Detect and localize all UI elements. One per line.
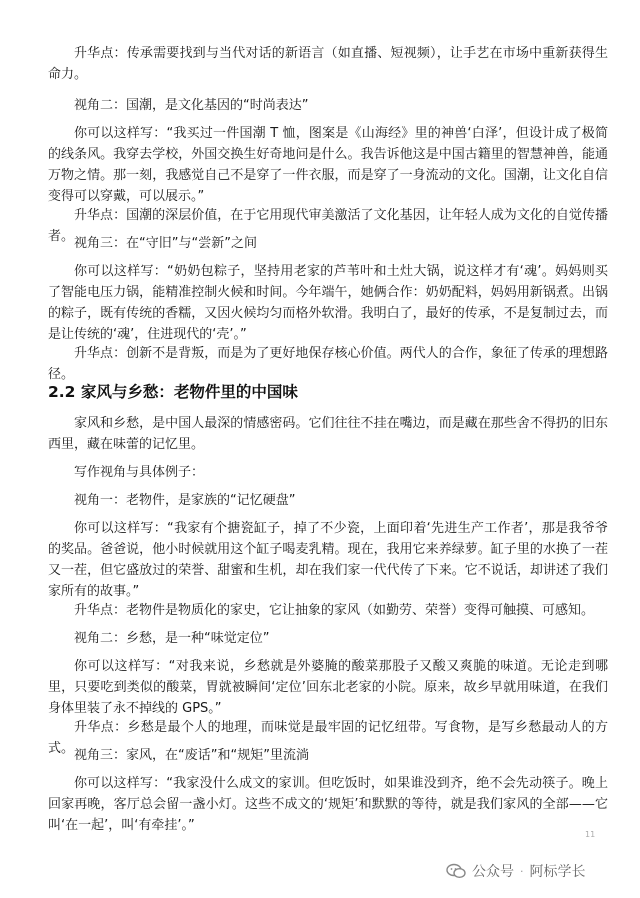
paragraph-sublimation-4: 升华点：老物件是物质化的家史，它让抽象的家风（如勤劳、荣誉）变得可触摸、可感知。 bbox=[74, 603, 595, 618]
paragraph-sublimation-5: 升华点：乡愁是最个人的地理，而味觉是最牢固的记忆纽带。写食物，是写乡愁最动人的方式。 bbox=[48, 720, 608, 756]
paragraph-perspective-3b: 视角三：家风，在“废话”和“规矩”里流淌 bbox=[74, 748, 309, 763]
paragraph-example-zongzi: 你可以这样写：“奶奶包粽子，坚持用老家的芦苇叶和土灶大锅，说这样才有‘魂’。妈妈则买了智能电压力锅，能精准控制火候和时间。今年端午，她俩合作：奶奶配料，妈妈用新锅煮。出锅的粽子，既有传统的香糯，又因火候均匀而格外软滑。我明白了，最好的传承，不是复制过去，而是让传统的‘魂’，住进现代的‘壳’。” bbox=[48, 264, 608, 342]
page-number: 11 bbox=[585, 830, 596, 839]
paragraph-perspective-1b: 视角一：老物件，是家族的“记忆硬盘” bbox=[74, 493, 296, 508]
paragraph-perspective-2: 视角二：国潮，是文化基因的“时尚表达” bbox=[74, 98, 309, 113]
wechat-icon bbox=[446, 863, 466, 879]
wechat-footer bbox=[446, 860, 586, 882]
paragraph-perspective-3: 视角三：在“守旧”与“尝新”之间 bbox=[74, 236, 257, 251]
footer-brand: 公众号 bbox=[472, 864, 514, 880]
paragraph-perspective-2b: 视角二：乡愁，是一种“味觉定位” bbox=[74, 631, 270, 646]
paragraph-sublimation-3: 升华点：创新不是背叛，而是为了更好地保存核心价值。两代人的合作，象征了传承的理想路径。 bbox=[48, 346, 608, 382]
paragraph-example-pickles: 你可以这样写：“对我来说，乡愁就是外婆腌的酸菜那股子又酸又爽脆的味道。无论走到哪里，只要吃到类似的酸菜，胃就被瞬间‘定位’回东北老家的小院。原来，故乡早就用味道，在我们身体里装了永不掉线的 GPS。” bbox=[48, 659, 608, 716]
footer-account[interactable]: 阿标学长 bbox=[529, 864, 586, 880]
paragraph-sublimation-2: 升华点：国潮的深层价值，在于它用现代审美激活了文化基因，让年轻人成为文化的自觉传播者。 bbox=[48, 208, 608, 244]
footer-separator: · bbox=[520, 864, 524, 878]
paragraph-example-guochao: 你可以这样写：“我买过一件国潮 T 恤，图案是《山海经》里的神兽‘白泽’，但设计成了极简的线条风。我穿去学校，外国交换生好奇地问是什么。我告诉他这是中国古籍里的智慧神兽，能通万物之情。那一刻，我感觉自己不是穿了一件衣服，而是穿了一身流动的文化。国潮，让文化自信变得可以穿戴，可以展示。” bbox=[48, 126, 608, 204]
paragraph-sublimation-1: 升华点：传承需要找到与当代对话的新语言（如直播、短视频），让手艺在市场中重新获得生命力。 bbox=[48, 46, 608, 82]
paragraph-example-mug: 你可以这样写：“我家有个搪瓷缸子，掉了不少瓷，上面印着‘先进生产工作者’，那是我爷爷的奖品。爸爸说，他小时候就用这个缸子喝麦乳精。现在，我用它来养绿萝。缸子里的水换了一茬又一茬，但它盛放过的荣誉、甜蜜和生机，却在我们家一代代传了下来。它不说话，却讲述了我们家所有的故事。” bbox=[48, 521, 608, 599]
paragraph-example-family: 你可以这样写：“我家没什么成文的家训。但吃饭时，如果谁没到齐，绝不会先动筷子。晚上回家再晚，客厅总会留一盏小灯。这些不成文的‘规矩’和默默的等待，就是我们家风的全部——它叫‘在一起’，叫‘有牵挂’。” bbox=[48, 776, 608, 833]
paragraph-angles-title: 写作视角与具体例子： bbox=[74, 465, 205, 480]
section-heading: 2.2 家风与乡愁：老物件里的中国味 bbox=[48, 383, 298, 401]
paragraph-intro: 家风和乡愁，是中国人最深的情感密码。它们往往不挂在嘴边，而是藏在那些舍不得扔的旧东西里，藏在味蕾的记忆里。 bbox=[48, 416, 608, 452]
